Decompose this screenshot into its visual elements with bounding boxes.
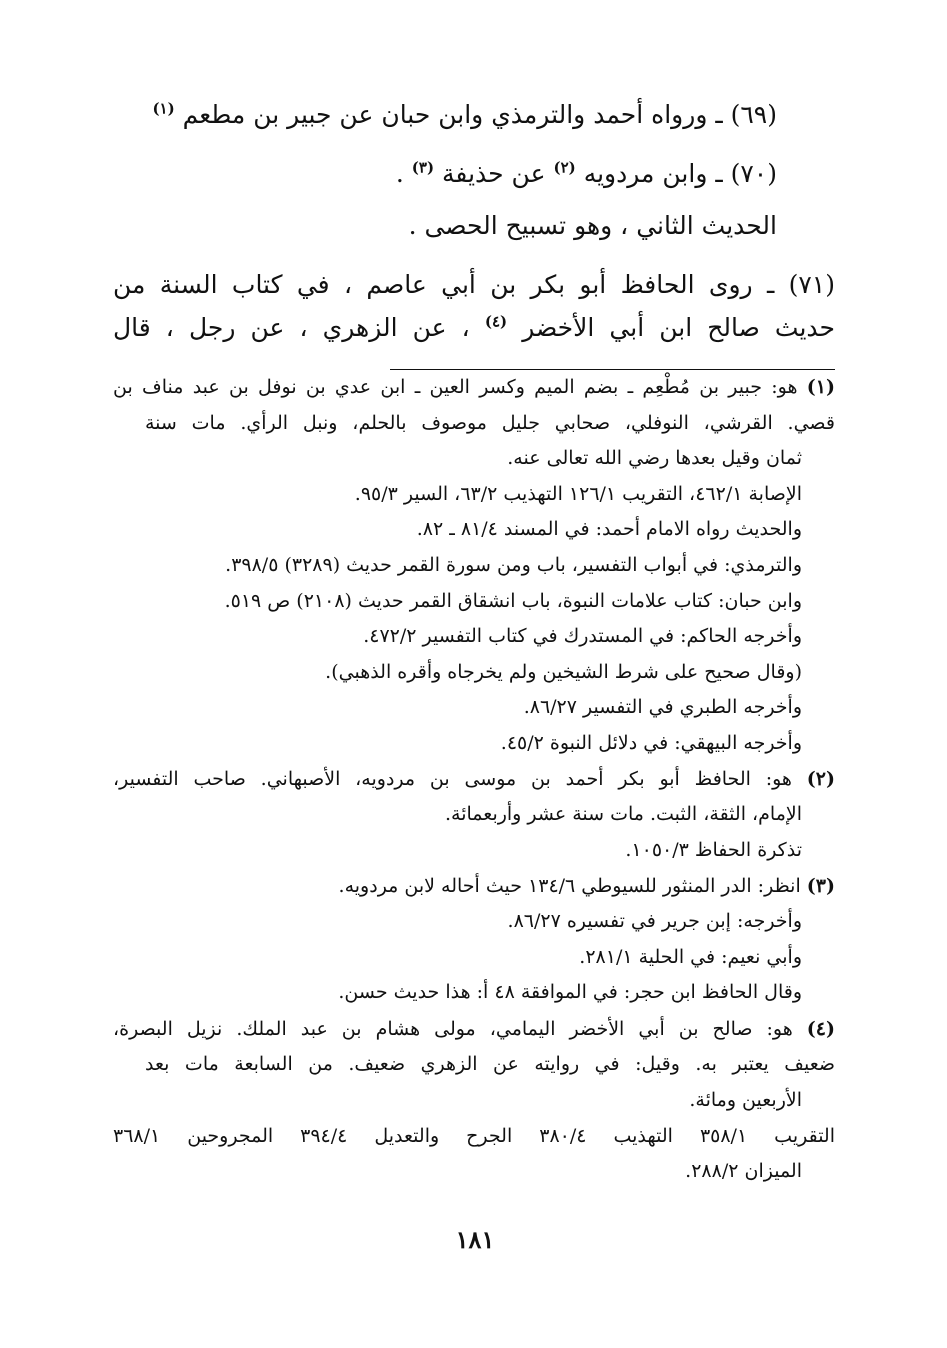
main-line-71-cont-text-b: ، عن الزهري ، عن رجل ، قال <box>113 313 470 342</box>
section-heading-second-hadith: الحديث الثاني ، وهو تسبيح الحصى . <box>408 211 777 240</box>
footnote-ref-3: (٣) <box>411 158 435 177</box>
footnote-2-text-1: هو: الحافظ أبو بكر أحمد بن موسى بن مردويه، الأصبهاني. صاحب التفسير، <box>113 768 792 790</box>
footnote-4-mark: (٤) <box>806 1018 835 1040</box>
footnote-separator <box>390 369 835 370</box>
footnote-2-line-1 <box>113 766 835 792</box>
main-line-70-text-b: عن حذيفة <box>442 159 546 188</box>
footnote-3-text-1: انظر: الدر المنثور للسيوطي ١٣٤/٦ حيث أحاله لابن مردويه. <box>338 875 801 897</box>
footnote-3-line-1 <box>339 873 835 899</box>
footnote-1-line-2: قصي. القرشي، النوفلي، صحابي جليل موصوف بالحلم، ونبل الرأي. مات سنة <box>145 412 835 434</box>
main-line-70 <box>396 157 777 191</box>
footnote-ref-2: (٢) <box>553 158 576 177</box>
footnote-1-line-8: وأخرجه الحاكم: في المستدرك في كتاب التفسير ٤٧٢/٢. <box>363 625 802 647</box>
footnote-2-line-2: الإمام، الثقة، الثبت. مات سنة عشر وأربعمائة. <box>444 803 802 825</box>
footnote-ref-1: (١) <box>152 99 175 118</box>
footnote-2-line-3: تذكرة الحفاظ ١٠٥٠/٣. <box>625 839 802 861</box>
footnote-1-line-6: والترمذي: في أبواب التفسير، باب ومن سورة القمر حديث (٣٢٨٩) ٣٩٨/٥. <box>225 554 802 576</box>
footnote-4-line-5: الميزان ٢٨٨/٢. <box>685 1160 802 1182</box>
main-line-69 <box>152 98 777 132</box>
footnote-1-mark: (١) <box>806 376 835 398</box>
footnote-3-line-4: وقال الحافظ ابن حجر: في الموافقة ٤٨ أ: هذا حديث حسن. <box>338 981 802 1003</box>
footnote-4-line-1 <box>113 1016 835 1042</box>
footnote-4-line-3: الأربعين ومائة. <box>689 1089 802 1111</box>
footnote-1-line-1 <box>113 374 835 400</box>
footnote-4-text-1: هو: صالح بن أبي الأخضر اليمامي، مولى هشام بن عبد الملك. نزيل البصرة، <box>113 1018 793 1040</box>
footnote-1-line-5: والحديث رواه الامام أحمد: في المسند ٨١/٤ ـ ٨٢. <box>416 518 802 540</box>
footnote-4-line-2: ضعيف يعتبر به. وقيل: في روايته عن الزهري ضعيف. من السابعة مات بعد <box>145 1053 835 1075</box>
footnote-ref-4: (٤) <box>484 312 508 331</box>
main-line-71-cont-text-a: حديث صالح ابن أبي الأخضر <box>522 313 835 342</box>
footnote-2-mark: (٢) <box>806 768 835 790</box>
footnote-4-line-4: التقريب ٣٥٨/١ التهذيب ٣٨٠/٤ الجرح والتعديل ٣٩٤/٤ المجروحين ٣٦٨/١ <box>113 1125 836 1147</box>
page-number: ١٨١ <box>455 1225 495 1254</box>
main-line-70-text-a: (٧٠) ـ وابن مردويه <box>583 159 777 188</box>
footnote-1-line-3: ثمان وقيل بعدها رضي الله تعالى عنه. <box>507 447 802 469</box>
main-line-71-cont <box>113 311 835 345</box>
main-line-71: (٧١) ـ روى الحافظ أبو بكر بن أبي عاصم ، في كتاب السنة من <box>113 270 835 299</box>
main-line-69-text: (٦٩) ـ ورواه أحمد والترمذي وابن حبان عن جبير بن مطعم <box>182 100 777 129</box>
main-line-70-end: . <box>395 159 404 188</box>
footnote-1-line-10: وأخرجه الطبري في التفسير ٨٦/٢٧. <box>523 696 802 718</box>
footnote-1-line-9: (وقال صحيح على شرط الشيخين ولم يخرجاه وأقره الذهبي). <box>325 661 802 683</box>
footnote-3-line-2: وأخرجه: إبن جرير في تفسيره ٨٦/٢٧. <box>507 910 802 932</box>
footnote-3-mark: (٣) <box>806 875 835 897</box>
footnote-1-line-7: وابن حبان: كتاب علامات النبوة، باب انشقاق القمر حديث (٢١٠٨) ص ٥١٩. <box>224 590 802 612</box>
footnote-1-line-11: وأخرجه البيهقي: في دلائل النبوة ٤٥/٢. <box>500 732 802 754</box>
footnote-1-line-4: الإصابة ٤٦٢/١، التقريب ١٢٦/١ التهذيب ٦٣/٢، السير ٩٥/٣. <box>354 483 802 505</box>
footnote-1-text-1: هو: جبير بن مُطْعِم ـ بضم الميم وكسر العين ـ ابن عدي بن نوفل بن عبد مناف بن <box>113 376 798 398</box>
footnote-3-line-3: وأبي نعيم: في الحلية ٢٨١/١. <box>579 946 802 968</box>
